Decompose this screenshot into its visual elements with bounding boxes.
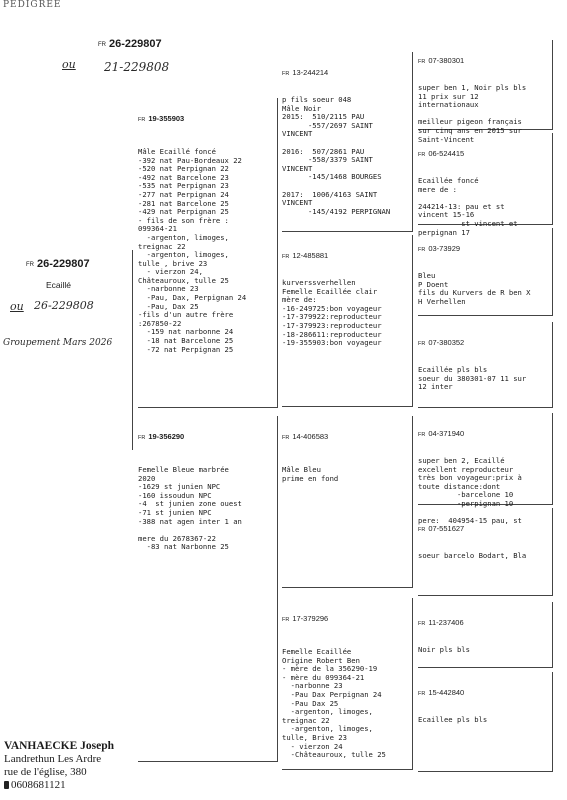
mother-ring-prefix: FR xyxy=(138,435,146,442)
mother-details: Femelle Bleue marbrée 2020 -1629 st junien NPC -160 issoudun NPC -4 st junien zone ouest -71 st junien NPC -388 nat agen inter 1 an mere du 2678367-22 -83 nat Narbonne 25 xyxy=(138,464,242,552)
subject-handwritten-ring: 26-229808 xyxy=(34,299,94,312)
gp3-ring-prefix: FR xyxy=(282,435,290,442)
ggp5-value: 04-371940 xyxy=(428,429,465,439)
subject-handwritten-mark: ou xyxy=(10,300,24,313)
ggp8-prefix: FR xyxy=(418,691,426,698)
father-ring-value: 19-355903 xyxy=(148,114,185,124)
ggp1-value: 07-380301 xyxy=(428,56,465,66)
ggp-details-2: Ecaillée foncé mere de : 244214-13: pau et st vincent 15-16 st vincent et perpignan 17 xyxy=(418,175,518,237)
ggp-details-1: super ben 1, Noir pls bls 11 prix sur 12 internationaux meilleur pigeon français sur cinq ans en 2015 sur Saint-Vincent xyxy=(418,82,527,144)
owner-phone: 0608681121 xyxy=(11,779,66,791)
ggp-ring-7 xyxy=(418,619,552,629)
phone-icon xyxy=(4,781,9,789)
subject-ring-prefix: FR xyxy=(26,262,34,268)
ggp-details-5: super ben 2, Ecaillé excellent reproducteur très bon voyageur:prix à toute distance:dont -barcelone 10 -perpignan 10 pere: 404954-15 pau, st xyxy=(418,455,522,526)
subject-block xyxy=(0,250,133,450)
great-grandparent-box-7 xyxy=(418,602,553,668)
grandparent-box-4 xyxy=(282,598,413,770)
ggp7-prefix: FR xyxy=(418,621,426,628)
great-grandparent-box-8 xyxy=(418,672,553,772)
ggp-ring-3 xyxy=(418,245,552,255)
grandparent-box-2 xyxy=(282,235,413,407)
top-ring-prefix: FR xyxy=(98,42,106,48)
father-box xyxy=(138,98,278,408)
ggp-ring-6 xyxy=(418,525,552,535)
ggp2-value: 06-524415 xyxy=(428,149,465,159)
great-grandparent-box-6 xyxy=(418,508,553,596)
grandparent-box-3 xyxy=(282,416,413,588)
top-ring-number xyxy=(98,38,162,50)
ggp-ring-2 xyxy=(418,150,552,160)
gp4-ring-value: 17-379296 xyxy=(292,614,329,624)
mother-ring xyxy=(138,433,277,443)
grandparent-ring-4 xyxy=(282,615,412,625)
great-grandparent-box-3 xyxy=(418,228,553,316)
subject-ring-value: 26-229807 xyxy=(37,258,90,270)
ggp-ring-4 xyxy=(418,339,552,349)
ggp3-prefix: FR xyxy=(418,247,426,254)
great-grandparent-box-5 xyxy=(418,413,553,526)
grandparent-details-4: Femelle Ecaillée Origine Robert Ben - mère de la 356290-19 - mère du 099364-21 -narbonne 23 -Pau Dax Perpignan 24 -Pau Dax 25 -argenton, limoges, treignac 22 -argenton, limoges, tulle, Brive 23 - vierzon 24 -Châteauroux, tulle 25 xyxy=(282,646,386,760)
gp1-ring-value: 13-244214 xyxy=(292,68,329,78)
ggp-details-8: Ecaillee pls bls xyxy=(418,714,488,724)
ggp6-prefix: FR xyxy=(418,527,426,534)
top-handwritten-mark: ou xyxy=(62,58,76,71)
owner-name: VANHAECKE Joseph xyxy=(4,740,115,752)
top-ring-value: 26-229807 xyxy=(109,38,162,50)
ggp4-prefix: FR xyxy=(418,341,426,348)
ggp6-value: 07-551627 xyxy=(428,524,465,534)
owner-address-line-1: Landrethun Les Ardre xyxy=(4,753,102,765)
great-grandparent-box-4 xyxy=(418,322,553,408)
great-grandparent-box-1 xyxy=(418,40,553,144)
grandparent-details-3: Mâle Bleu prime en fond xyxy=(282,464,339,483)
grandparent-box-1 xyxy=(282,52,413,232)
ggp5-prefix: FR xyxy=(418,432,426,439)
gp4-ring-prefix: FR xyxy=(282,617,290,624)
great-grandparent-box-2 xyxy=(418,133,553,237)
owner-address-line-2: rue de l'église, 380 xyxy=(4,766,87,778)
gp2-ring-value: 12-485881 xyxy=(292,251,329,261)
top-handwritten-ring: 21-229808 xyxy=(104,60,170,74)
ggp7-value: 11-237406 xyxy=(428,618,464,628)
father-ring-prefix: FR xyxy=(138,117,146,124)
father-ring xyxy=(138,115,277,125)
ggp2-prefix: FR xyxy=(418,152,426,159)
ggp-ring-8 xyxy=(418,689,552,699)
grandparent-ring-3 xyxy=(282,433,412,443)
grandparent-ring-1 xyxy=(282,69,412,79)
gp1-ring-prefix: FR xyxy=(282,71,290,78)
gp2-ring-prefix: FR xyxy=(282,254,290,261)
owner-block xyxy=(4,740,114,792)
page-title: PEDIGREE xyxy=(3,0,62,10)
ggp-details-3: Bleu P Doent fils du Kurvers de R ben X H Verhellen xyxy=(418,270,531,306)
subject-color: Ecaillé xyxy=(46,280,72,290)
grandparent-details-2: kurverssverhellen Femelle Ecaillée clair mère de: -16-249725:bon voyageur -17-379922:reproducteur -17-379923:reproducteur -18-286611:reproducteur -19-355903:bon voyageur xyxy=(282,277,382,348)
subject-ring xyxy=(26,258,90,270)
ggp-details-7: Noir pls bls xyxy=(418,644,470,654)
ggp3-value: 03-73929 xyxy=(428,244,461,254)
ggp-details-6: soeur barcelo Bodart, Bla xyxy=(418,550,527,560)
father-details: Mâle Ecaillé foncé -392 nat Pau-Bordeaux 22 -520 nat Perpignan 22 -492 nat Barcelone 23 -535 nat Perpignan 23 -277 nat Perpignan 24 -281 nat Barcelone 25 -429 nat Perpignan 25 - fils de son frère : 099364-21 -argenton, limoges, treignac 22 -argenton, limoges, tulle , brive 23 - vierzon 24, Châteauroux, tulle 25 -narbonne 23 -Pau, Dax, Perpignan 24 -Pau, Dax 25 -fils d'un autre frère :267850-22 -159 nat narbonne 24 -18 nat Barcelone 25 -72 nat Perpignan 25 xyxy=(138,146,247,354)
ggp-ring-1 xyxy=(418,57,552,67)
ggp1-prefix: FR xyxy=(418,59,426,66)
mother-ring-value: 19-356290 xyxy=(148,432,185,442)
ggp4-value: 07-380352 xyxy=(428,338,465,348)
mother-box xyxy=(138,416,278,762)
ggp-ring-5 xyxy=(418,430,552,440)
ggp8-value: 15-442840 xyxy=(428,688,465,698)
ggp-details-4: Ecaillée pls bls soeur du 380301-07 11 sur 12 inter xyxy=(418,364,527,392)
gp3-ring-value: 14-406583 xyxy=(292,432,329,442)
grandparent-ring-2 xyxy=(282,252,412,262)
grandparent-details-1: p fils soeur 048 Mâle Noir 2015: 510/2115 PAU -557/2697 SAINT VINCENT 2016: 507/2861 PAU -558/3379 SAINT VINCENT -145/1468 BOURGES 2017: 1006/4163 SAINT VINCENT -145/4192 PERPIGNAN xyxy=(282,94,391,216)
subject-handwritten-group: Groupement Mars 2026 xyxy=(3,338,113,348)
